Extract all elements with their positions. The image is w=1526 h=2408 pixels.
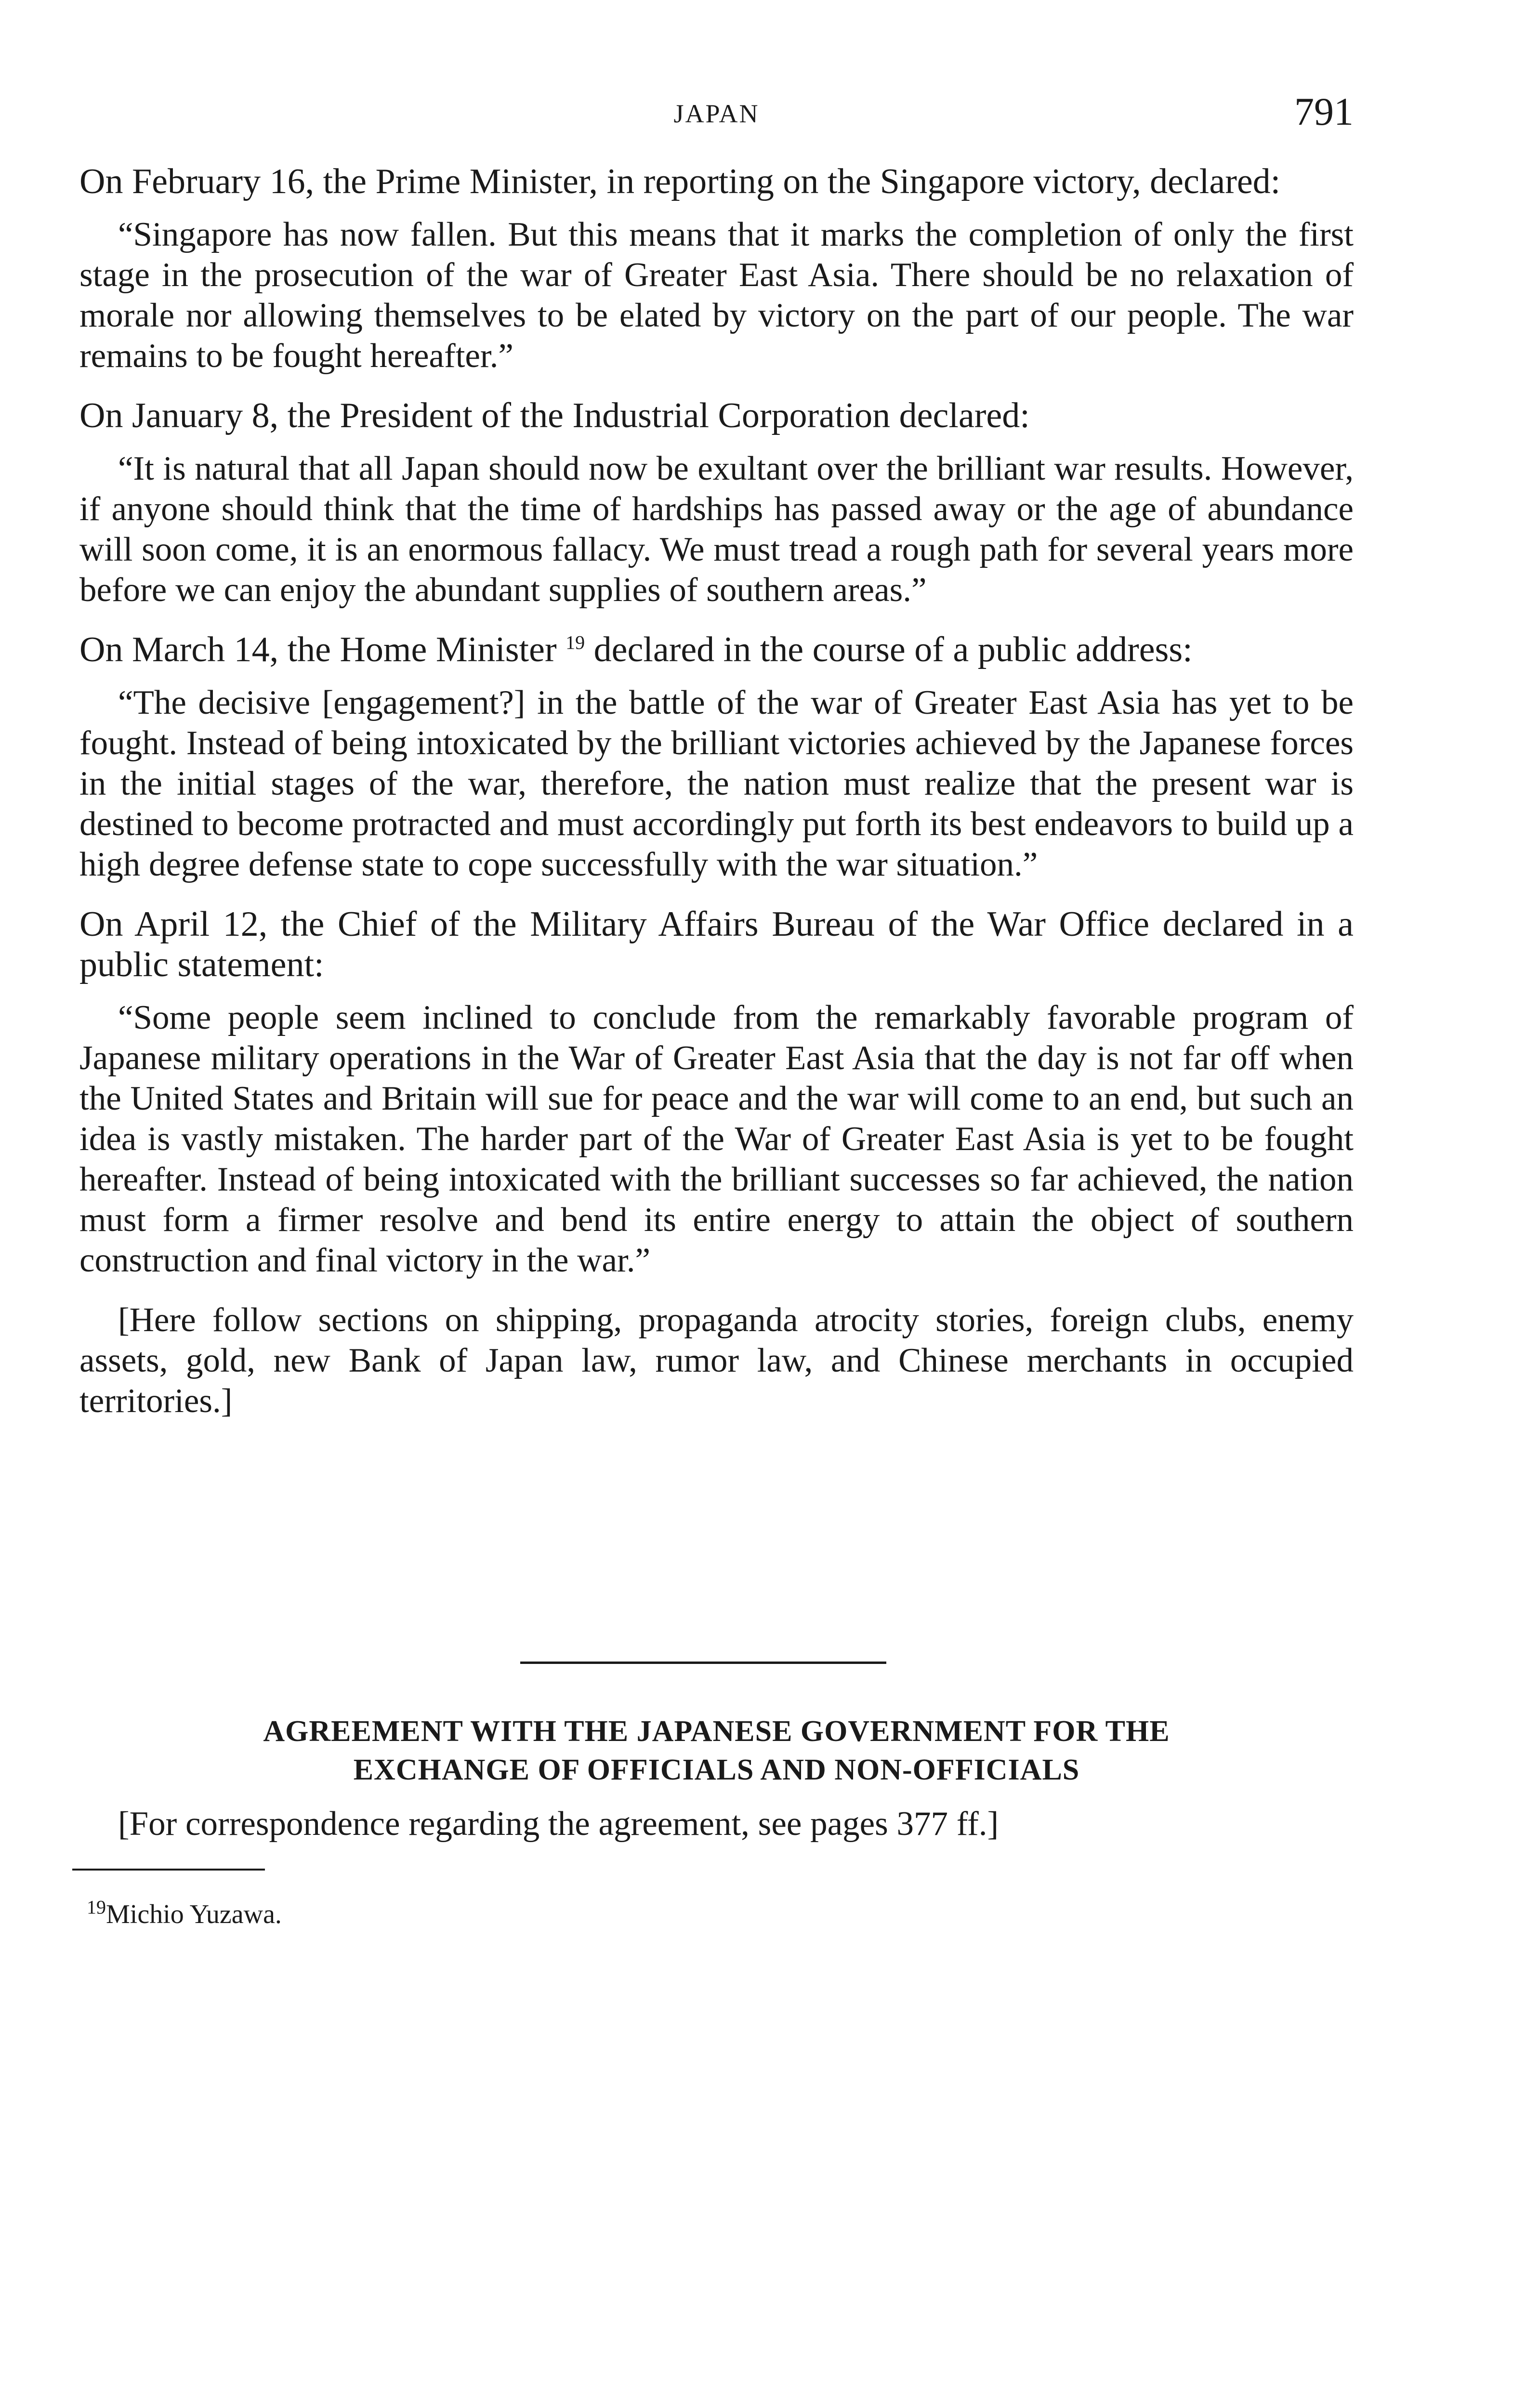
paragraph-intro-1: On February 16, the Prime Minister, in reporting on the Singapore victory, declared: bbox=[79, 162, 1281, 201]
intro-3-text-after: declared in the course of a public address: bbox=[593, 630, 1193, 669]
page-number: 791 bbox=[1294, 90, 1354, 133]
paragraph-intro-4: On April 12, the Chief of the Military Affairs Bureau of the War Office declared in a public statement: bbox=[79, 904, 1354, 984]
section-divider bbox=[520, 1662, 886, 1664]
paragraph-intro-3 bbox=[79, 629, 1354, 670]
running-head bbox=[79, 90, 1354, 142]
paragraph-intro-2: On January 8, the President of the Industrial Corporation declared: bbox=[79, 396, 1030, 435]
editorial-note: [Here follow sections on shipping, propaganda atrocity stories, foreign clubs, enemy assets, gold, new Bank of Japan law, rumor law, and Chinese merchants in occupied territories.] bbox=[79, 1301, 1354, 1420]
footnote-number: 19 bbox=[87, 1896, 106, 1918]
section-heading-line-1: AGREEMENT WITH THE JAPANESE GOVERNMENT FOR THE bbox=[263, 1715, 1170, 1748]
quotation-2: “It is natural that all Japan should now be exultant over the brilliant war results. However, if anyone should think that the time of hardships has passed away or the age of abundance will soon come, it is an enormous fallacy. We must tread a rough path for several years more before we can enjoy the abundant supplies of southern areas.” bbox=[79, 450, 1354, 609]
quotation-3: “The decisive [engagement?] in the battle of the war of Greater East Asia has yet to be fought. Instead of being intoxicated by the brilliant victories achieved by the Japanese forces in the initial stages of the war, therefore, the nation must realize that the present war is destined to become protracted and must accordingly put forth its best endeavors to build up a high degree defense state to cope successfully with the war situation.” bbox=[79, 684, 1354, 883]
running-title: JAPAN bbox=[673, 99, 760, 128]
intro-3-text-before: On March 14, the Home Minister bbox=[79, 630, 557, 669]
footnote-divider bbox=[72, 1869, 265, 1871]
footnote-ref-19: 19 bbox=[566, 631, 585, 654]
section-note: [For correspondence regarding the agreement, see pages 377 ff.] bbox=[118, 1805, 999, 1843]
section-heading-line-2: EXCHANGE OF OFFICIALS AND NON-OFFICIALS bbox=[353, 1754, 1080, 1786]
quotation-1: “Singapore has now fallen. But this means that it marks the completion of only the first stage in the prosecution of the war of Greater East Asia. There should be no relaxation of morale nor allowing themselves to be elated by victory on the part of our people. The war remains to be fought hereafter.” bbox=[79, 216, 1354, 375]
footnote bbox=[87, 1898, 282, 1931]
body-text bbox=[79, 161, 1354, 1421]
section-heading bbox=[79, 1712, 1354, 1789]
footnote-text: Michio Yuzawa. bbox=[106, 1899, 282, 1929]
quotation-4: “Some people seem inclined to conclude from the remarkably favorable program of Japanese military operations in the War of Greater East Asia that the day is not far off when the United States and Britain will sue for peace and the war will come to an end, but such an idea is vastly mistaken. The harder part of the War of Greater East Asia is yet to be fought hereafter. Instead of being intoxicated with the brilliant successes so far achieved, the nation must form a firmer resolve and bend its entire energy to attain the object of southern construction and final victory in the war.” bbox=[79, 999, 1354, 1279]
